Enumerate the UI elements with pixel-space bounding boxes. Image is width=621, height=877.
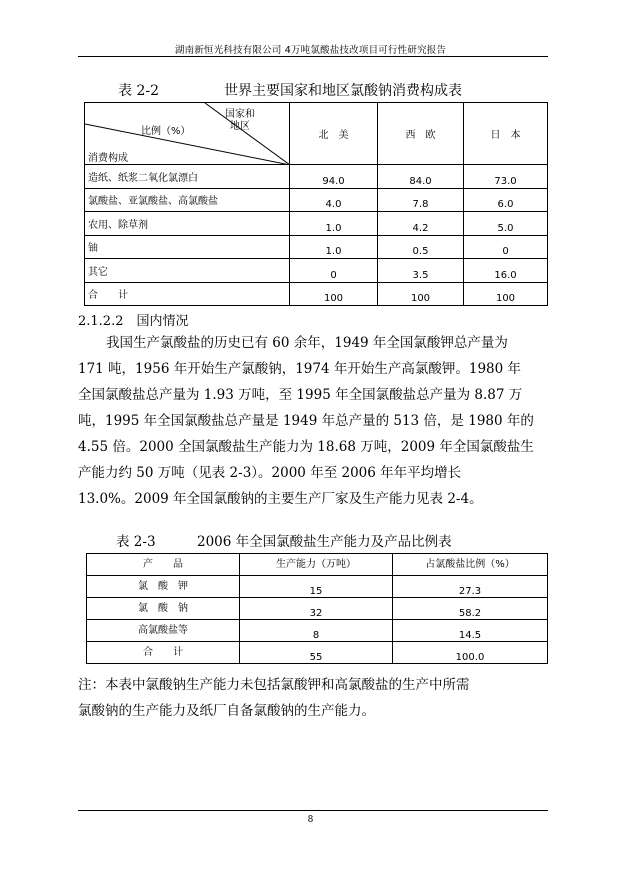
column-header-north-america: 北 美	[290, 103, 378, 165]
cell-value: 84.0	[378, 165, 464, 189]
cell-value: 1.0	[290, 235, 378, 259]
table-total-row	[87, 642, 548, 664]
row-label: 氯酸盐、亚氯酸盐、高氯酸盐	[85, 188, 290, 212]
table-row	[87, 598, 548, 620]
row-label: 其它	[85, 259, 290, 283]
cell-value: 100	[290, 282, 378, 306]
row-label: 农用、除草剂	[85, 212, 290, 236]
table-row	[85, 259, 548, 283]
header-ratio-label: 比例（%）	[141, 126, 191, 137]
cell-value: 0.5	[378, 235, 464, 259]
cell-value: 0	[464, 235, 548, 259]
ratio-value: 100.0	[393, 642, 548, 664]
paragraph-line: 产能力约 50 万吨（见表 2-3）。2000 年至 2006 年年平均增长	[78, 465, 462, 481]
paragraph-line: 4.55 倍。2000 全国氯酸盐生产能力为 18.68 万吨，2009 年全国氯酸盐生	[78, 439, 534, 455]
table1-caption-title: 世界主要国家和地区氯酸钠消费构成表	[224, 83, 462, 99]
column-header-japan: 日 本	[464, 103, 548, 165]
note-line: 氯酸钠的生产能力及纸厂自备氯酸钠的生产能力。	[78, 703, 375, 719]
ratio-value: 14.5	[393, 620, 548, 642]
diagonal-header-cell	[85, 103, 290, 165]
cell-value: 3.5	[378, 259, 464, 283]
paragraph-line: 全国氯酸盐总产量为 1.93 万吨，至 1995 年全国氯酸盐总产量为 8.87 万	[78, 387, 523, 403]
capacity-value: 32	[240, 598, 393, 620]
cell-value: 4.2	[378, 212, 464, 236]
running-header: 湖南新恒光科技有限公司 4万吨氯酸盐技改项目可行性研究报告	[174, 45, 447, 56]
cell-value: 0	[290, 259, 378, 283]
table-row	[87, 620, 548, 642]
cell-value: 4.0	[290, 188, 378, 212]
paragraph-line: 13.0%。2009 年全国氯酸钠的主要生产厂家及生产能力见表 2-4。	[78, 491, 483, 507]
product-name: 氯 酸 钾	[87, 576, 240, 598]
capacity-value: 55	[240, 642, 393, 664]
table-row	[85, 235, 548, 259]
cell-value: 7.8	[378, 188, 464, 212]
paragraph-line: 我国生产氯酸盐的历史已有 60 余年，1949 年全国氯酸钾总产量为	[106, 335, 508, 351]
capacity-value: 15	[240, 576, 393, 598]
header-composition-label: 消费构成	[88, 153, 128, 164]
paragraph-line: 吨，1995 年全国氯酸盐总产量是 1949 年总产量的 513 倍，是 1980 年的	[78, 413, 534, 429]
table1-caption-label: 表 2-2	[118, 83, 159, 99]
table-row	[85, 212, 548, 236]
column-header-western-europe: 西 欧	[378, 103, 464, 165]
row-label: 铀	[85, 235, 290, 259]
capacity-table	[86, 553, 548, 664]
column-header-ratio: 占氯酸盐比例（%）	[393, 554, 548, 576]
cell-value: 100	[464, 282, 548, 306]
page-number: 8	[307, 815, 314, 825]
row-label: 合 计	[85, 282, 290, 306]
cell-value: 5.0	[464, 212, 548, 236]
cell-value: 6.0	[464, 188, 548, 212]
body-paragraph	[78, 330, 548, 512]
product-name: 氯 酸 钠	[87, 598, 240, 620]
paragraph-line: 171 吨，1956 年开始生产氯酸钠，1974 年开始生产高氯酸钾。1980 年	[78, 361, 522, 377]
cell-value: 73.0	[464, 165, 548, 189]
footer-rule	[78, 810, 548, 811]
table2-caption-title: 2006 年全国氯酸盐生产能力及产品比例表	[197, 534, 452, 550]
table-row	[85, 188, 548, 212]
ratio-value: 27.3	[393, 576, 548, 598]
column-header-product: 产 品	[87, 554, 240, 576]
cell-value: 1.0	[290, 212, 378, 236]
cell-value: 94.0	[290, 165, 378, 189]
ratio-value: 58.2	[393, 598, 548, 620]
row-label: 造纸、纸浆二氧化氯漂白	[85, 165, 290, 189]
note-line: 注：本表中氯酸钠生产能力未包括氯酸钾和高氯酸盐的生产中所需	[78, 677, 470, 693]
table-total-row	[85, 282, 548, 306]
header-region-label: 国家和 地区	[225, 109, 255, 132]
capacity-value: 8	[240, 620, 393, 642]
table-row	[85, 165, 548, 189]
product-name: 合 计	[87, 642, 240, 664]
consumption-table	[84, 102, 548, 306]
table-row	[87, 576, 548, 598]
cell-value: 100	[378, 282, 464, 306]
table-note	[78, 672, 548, 724]
table2-caption-label: 表 2-3	[116, 534, 156, 550]
product-name: 高氯酸盐等	[87, 620, 240, 642]
header-rule	[78, 56, 548, 57]
cell-value: 16.0	[464, 259, 548, 283]
section-heading: 2.1.2.2 国内情况	[78, 314, 189, 329]
table-header-row	[87, 554, 548, 576]
column-header-capacity: 生产能力（万吨）	[240, 554, 393, 576]
